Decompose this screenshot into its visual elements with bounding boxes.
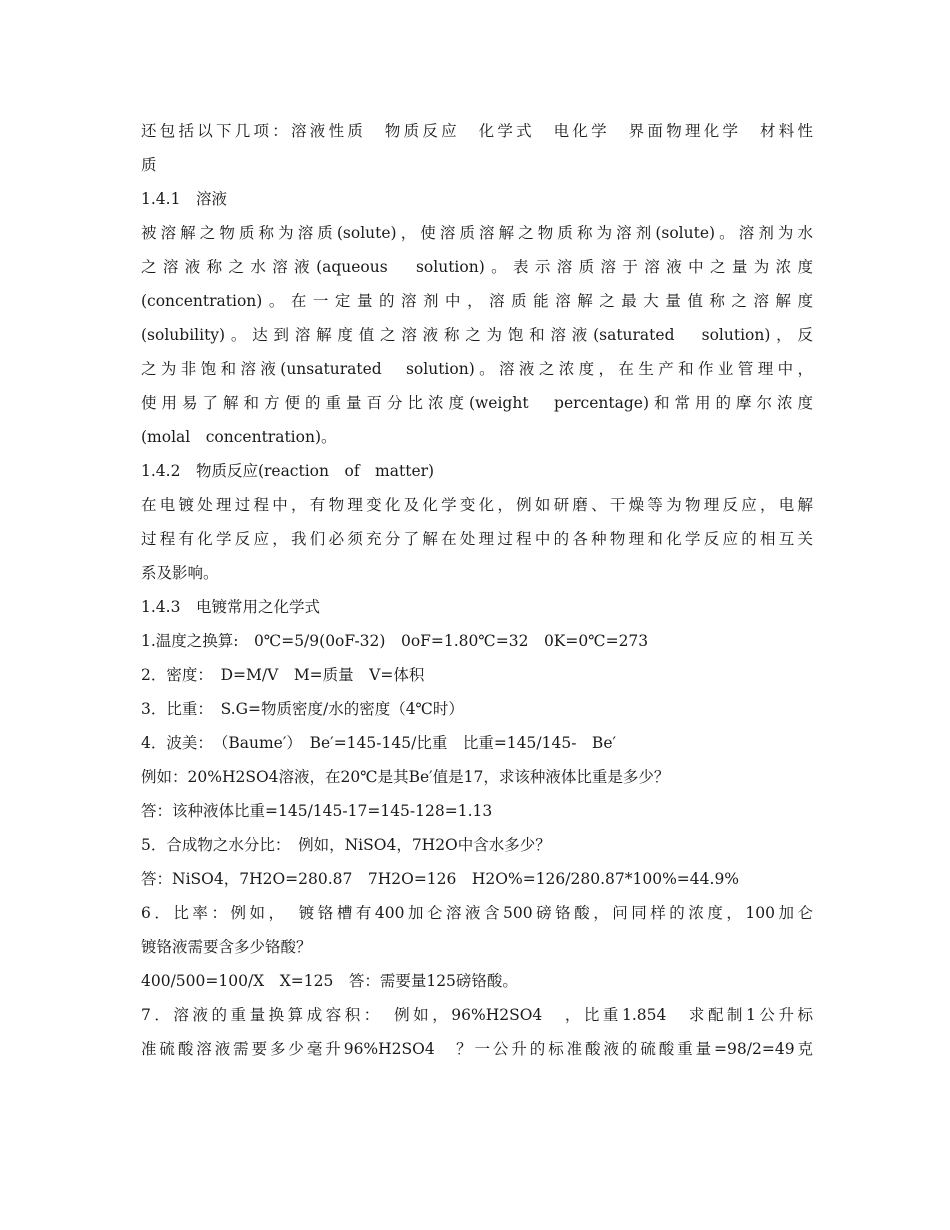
text-line: 准硫酸溶液需要多少毫升96%H2SO4 ？一公升的标准酸液的硫酸重量=98/2=49克	[141, 1040, 813, 1058]
section-heading: 1.4.2 物质反应(reaction of matter)	[141, 462, 435, 480]
section-heading: 1.4.1 溶液	[141, 190, 227, 208]
text-line: 镀铬液需要含多少铬酸？	[141, 938, 312, 956]
text-line: 使用易了解和方便的重量百分比浓度(weight percentage)和常用的摩尔浓度	[141, 394, 813, 412]
text-line: 被溶解之物质称为溶质(solute)，使溶质溶解之物质称为溶剂(solute)。溶剂为水	[141, 224, 813, 242]
formula-line: 1.温度之换算: 0℃=5/9(0oF-32) 0oF=1.80℃=32 0K=0℃=273	[141, 632, 649, 650]
answer-line: 答：NiSO4，7H2O=280.87 7H2O=126 H2O%=126/280.87*100%=44.9%	[141, 870, 740, 888]
example-line: 例如：20%H2SO4溶液，在20℃是其Be′值是17，求该种液体比重是多少？	[141, 768, 670, 786]
text-line: (concentration)。在一定量的溶剂中，溶质能溶解之最大量值称之溶解度	[141, 292, 813, 310]
formula-line: 7．溶液的重量换算成容积： 例如，96%H2SO4 ，比重1.854 求配制1公升标	[141, 1006, 813, 1024]
formula-line: 4．波美： （Baume′） Be′=145-145/比重 比重=145/145- Be′	[141, 734, 617, 752]
formula-line: 5．合成物之水分比： 例如，NiSO4，7H2O中含水多少？	[141, 836, 551, 854]
text-line: 系及影响。	[141, 564, 219, 582]
section-heading: 1.4.3 电镀常用之化学式	[141, 598, 320, 616]
text-line: 过程有化学反应，我们必须充分了解在处理过程中的各种物理和化学反应的相互关	[141, 530, 813, 548]
answer-line: 答：该种液体比重=145/145-17=145-128=1.13	[141, 802, 493, 820]
answer-line: 400/500=100/X X=125 答：需要量125磅铬酸。	[141, 972, 518, 990]
document-page	[141, 114, 813, 1066]
text-line: 之为非饱和溶液(unsaturated solution)。溶液之浓度，在生产和作业管理中，	[141, 360, 813, 378]
text-line: 在电镀处理过程中，有物理变化及化学变化，例如研磨、干燥等为物理反应，电解	[141, 496, 813, 514]
text-line: (molal concentration)。	[141, 428, 337, 446]
text-line: 之溶液称之水溶液(aqueous solution)。表示溶质溶于溶液中之量为浓度	[141, 258, 813, 276]
formula-line: 6．比率：例如， 镀铬槽有400加仑溶液含500磅铬酸，问同样的浓度，100加仑	[141, 904, 813, 922]
formula-line: 3．比重： S.G=物质密度/水的密度（4℃时）	[141, 700, 464, 718]
text-line: 还包括以下几项：溶液性质 物质反应 化学式 电化学 界面物理化学 材料性	[141, 122, 813, 140]
text-line: (solubility)。达到溶解度值之溶液称之为饱和溶液(saturated solution)，反	[141, 326, 813, 344]
text-line: 质	[141, 156, 157, 174]
formula-line: 2．密度： D=M/V M=质量 V=体积	[141, 666, 425, 684]
